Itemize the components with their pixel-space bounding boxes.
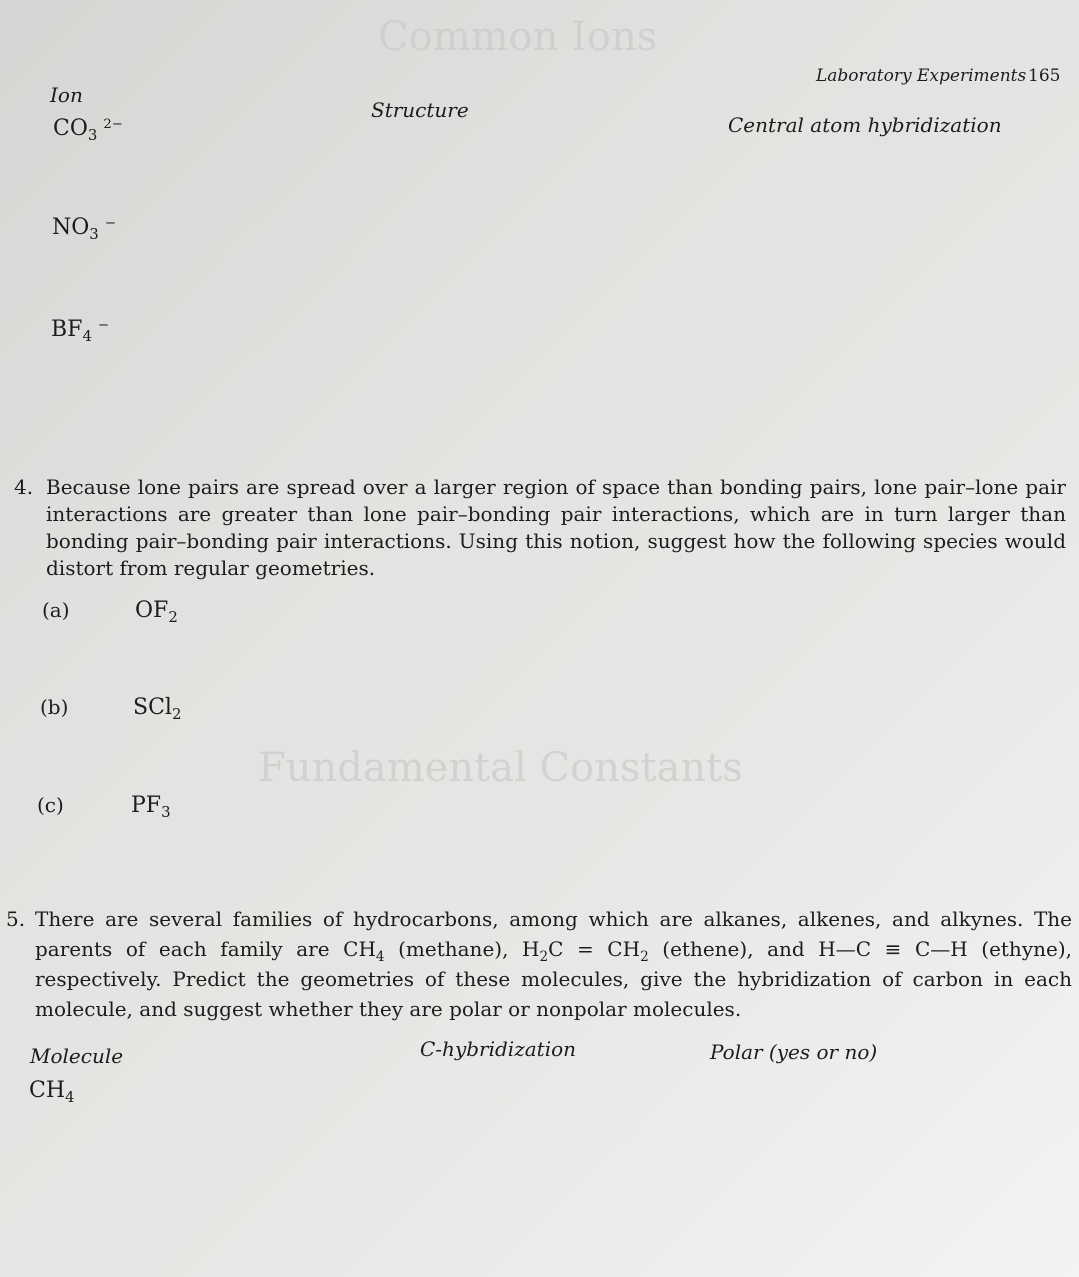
polar-column-header: Polar (yes or no)	[710, 1040, 878, 1064]
molecule-formula: $CH_4$	[29, 1078, 75, 1107]
species-formula: $OF_2$	[135, 598, 178, 627]
species-formula: $PF_3$	[131, 793, 171, 822]
ion-formula: $BF_4^-$	[51, 317, 110, 346]
molecule-column-header: Molecule	[30, 1044, 124, 1068]
ion-formula: $CO_3^{2-}$	[53, 116, 123, 145]
species-formula: SCl$_2$	[133, 695, 182, 724]
hybridization-column-header: Central atom hybridization	[728, 113, 1002, 137]
question-number: 5.	[6, 907, 26, 931]
item-label: (b)	[40, 695, 69, 719]
page-number: 165	[1028, 66, 1061, 86]
structure-column-header: Structure	[371, 98, 469, 122]
ion-formula: $NO_3^-$	[52, 215, 116, 244]
show-through-heading: Common Ions	[378, 14, 658, 60]
c-hybridization-column-header: C-hybridization	[420, 1037, 577, 1061]
item-label: (c)	[37, 793, 64, 817]
question-number: 4.	[14, 475, 34, 499]
question-5	[6, 904, 1072, 1024]
question-text: There are several families of hydrocarbons, among which are alkanes, alkenes, and alkynes. The parents of each family are $CH_4$ (methane), $H_2C = CH_2$ (ethene), and H—C ≡ C—H (ethyne), respectively. Predict the geometries of these molecules, give the hybridization of carbon in each molecule, and suggest whether they are polar or nonpolar molecules.	[35, 907, 1072, 1021]
question-4	[14, 474, 1066, 582]
question-text: Because lone pairs are spread over a larger region of space than bonding pairs, lone pair–lone pair interactions are greater than lone pair–bonding pair interactions, which are in turn larger than bonding pair–bonding pair interactions. Using this notion, suggest how the following species would distort from regular geometries.	[46, 475, 1066, 580]
item-label: (a)	[42, 598, 70, 622]
show-through-heading: Fundamental Constants	[258, 745, 743, 791]
ion-column-header: Ion	[50, 83, 83, 107]
running-title: Laboratory Experiments	[816, 66, 1027, 86]
